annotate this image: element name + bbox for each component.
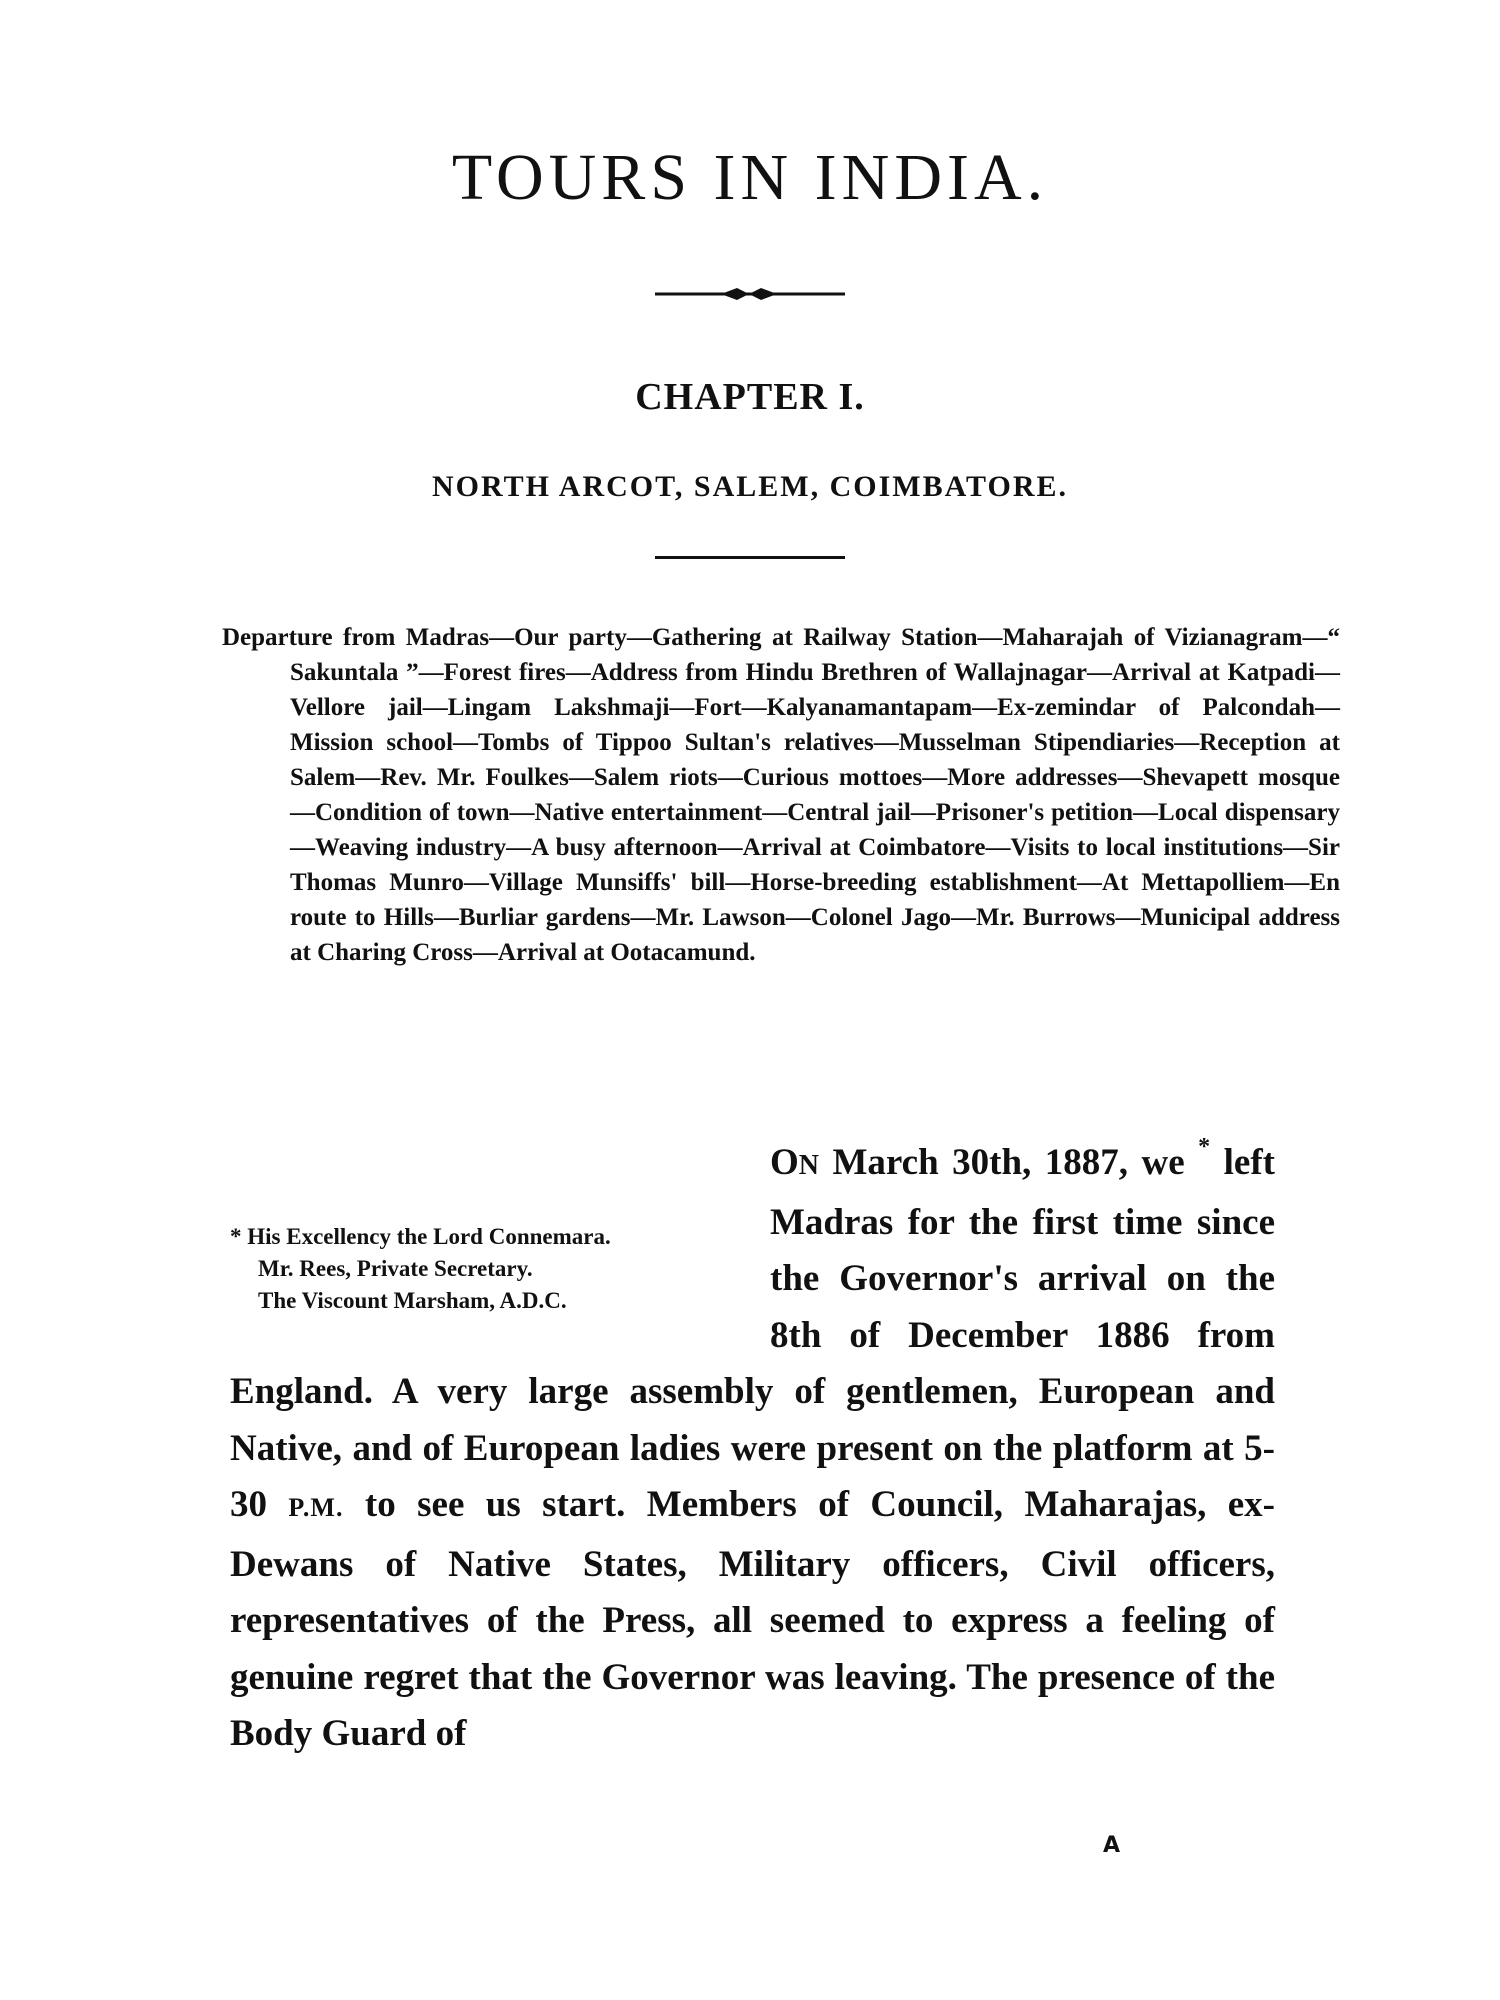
book-title: TOURS IN INDIA.: [451, 141, 1049, 214]
opening-capital: O: [770, 1142, 799, 1183]
body-text: [230, 1135, 1275, 1763]
footnote-marker: *: [230, 1224, 242, 1249]
footnote-line: * His Excellency the Lord Connemara.: [230, 1224, 611, 1249]
chapter-synopsis: Departure from Madras—Our party—Gathering at Railway Station—Maharajah of Vizianagram—“ Sakuntala ”—Forest fires—Address from Hindu Brethren of Wallajnagar—Arrival at Katpadi—Vellore jail—Lingam Lakshmaji—Fort—Kalyanamantapam—Ex-zemindar of Palcondah—Mission school—Tombs of Tippoo Sultan's relatives—Musselman Stipendiaries—Reception at Salem—Rev. Mr. Foulkes—Salem riots—Curious mottoes—More addresses—Shevapett mosque—Condition of town—Native entertainment—Central jail—Prisoner's petition—Local dispensary—Weaving industry—A busy afternoon—Arrival at Coimbatore—Visits to local institutions—Sir Thomas Munro—Village Munsiffs' bill—Horse-breeding establishment—At Mettapolliem—En route to Hills—Burliar gardens—Mr. Lawson—Colonel Jago—Mr. Burrows—Municipal address at Charing Cross—Arrival at Ootacamund.: [222, 624, 1340, 966]
chapter-subtitle: NORTH ARCOT, SALEM, COIMBATORE.: [431, 470, 1068, 503]
ornament-divider: [655, 282, 845, 306]
footnote-sidenote: [230, 1221, 730, 1317]
chapter-heading: CHAPTER I.: [635, 376, 865, 418]
signature-mark: A: [1103, 1833, 1121, 1858]
opening-small-cap: N: [798, 1150, 820, 1181]
body-text-segment: to see us start. Members of Council, Maharajas, ex-Dewans of Native States, Military officers, Civil officers, representatives of the Press, all seemed to express a feeling of genuine regret that the Governor was leaving. The presence of the Body Guard of: [230, 1484, 1276, 1754]
footnote-reference: *: [1198, 1134, 1211, 1160]
footnote-line: Mr. Rees, Private Secretary.: [258, 1256, 533, 1281]
body-text-segment: March 30th, 1887, we: [819, 1142, 1185, 1183]
body-text-segment: left Madras for the first time since the Governor's arrival on the 8th of December 1886 from England. A very large assembly of gentlemen, European and Native, and of European ladies were present on the platform at 5-30: [230, 1142, 1275, 1525]
time-abbreviation: P.M.: [288, 1493, 344, 1522]
footnote-line: The Viscount Marsham, A.D.C.: [258, 1288, 567, 1313]
section-rule: [655, 556, 845, 559]
